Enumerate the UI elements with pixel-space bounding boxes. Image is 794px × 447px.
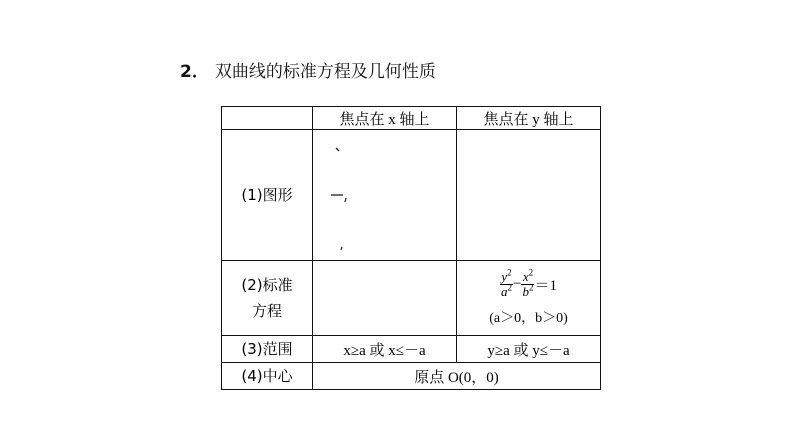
header-focus-y: 焦点在 y 轴上 [457, 107, 601, 130]
graph-fragment-marks [313, 130, 456, 260]
fraction-x-over-b: $\frac{x^2}{b^2}$ [522, 267, 534, 299]
row-label-graph: (1)图形 [222, 130, 313, 261]
center-value: 原点 O(0，0) [313, 363, 601, 390]
range-x-axis: x≥a 或 x≤－a [313, 336, 457, 363]
header-blank-cell [222, 107, 313, 130]
graph-cell-y-axis [457, 130, 601, 261]
graph-cell-x-axis [313, 130, 457, 261]
header-focus-x: 焦点在 x 轴上 [313, 107, 457, 130]
table-row-range [222, 336, 601, 363]
row-label-center: (4)中心 [222, 363, 313, 390]
equation-cell-y-axis [457, 261, 601, 336]
equation-condition: (a＞0，b＞0) [489, 310, 568, 326]
table-header-row [222, 107, 601, 130]
hyperbola-properties-table [221, 106, 601, 390]
section-heading [180, 57, 436, 82]
equation-cell-x-axis [313, 261, 457, 336]
standard-equation: $\frac{y^2}{a^2}$ − $\frac{x^2}{b^2}$ ＝1 [501, 267, 557, 299]
table-row-center [222, 363, 601, 390]
table-row-equation [222, 261, 601, 336]
section-title: 双曲线的标准方程及几何性质 [214, 62, 436, 82]
row-label-range: (3)范围 [222, 336, 313, 363]
range-y-axis: y≥a 或 y≤－a [457, 336, 601, 363]
table-row-graph [222, 130, 601, 261]
section-number: 2． [180, 62, 209, 82]
fraction-y-over-a: $\frac{y^2}{a^2}$ [501, 267, 512, 299]
row-label-equation: (2)标准 方程 [222, 261, 313, 336]
